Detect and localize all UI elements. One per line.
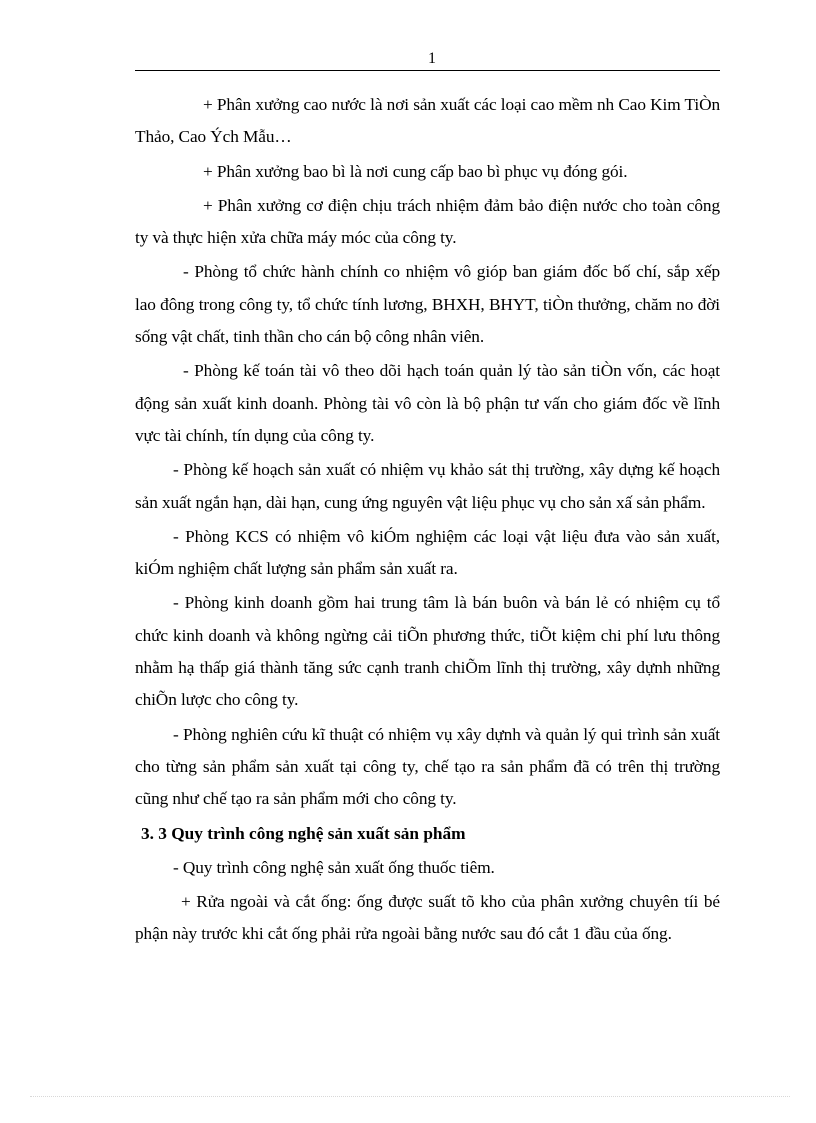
paragraph-business-department: - Phòng kinh doanh gồm hai trung tâm là bán buôn và bán lẻ có nhiệm cụ tổ chức kinh doanh và không ngừng cải tiÕn phương thức, tiÕt kiệm chi phí lưu thông nhằm hạ thấp giá thành tăng sức cạnh tranh chiÕm lĩnh thị trường, xây dựnh những chiÕn lược cho công ty. (135, 593, 720, 710)
paragraph-research-department: - Phòng nghiên cứu kĩ thuật có nhiệm vụ xây dựnh và quản lý qui trình sản xuất cho từng sản phẩm sản xuất tại công ty, chế tạo ra sản phẩm đã có trên thị trường cũng như chế tạo ra sản phẩm mới cho công ty. (135, 724, 720, 809)
paragraph-admin-department: - Phòng tổ chức hành chính co nhiệm vô gióp ban giám đốc bố chí, sắp xếp lao đông trong công ty, tổ chức tính lương, BHXH, BHYT, tiÒn thưởng, chăm no đời sống vật chất, tinh thần cho cán bộ công nhân viên. (135, 262, 720, 347)
page-number: 1 (428, 50, 436, 67)
document-body (135, 89, 720, 953)
paragraph-process-intro: - Quy trình công nghệ sản xuất ống thuốc tiêm. (173, 857, 495, 877)
paragraph-workshop-electrical: + Phân xưởng cơ điện chịu trách nhiệm đảm bảo điện nước cho toàn công ty và thực hiện xửa chữa máy móc của công ty. (135, 195, 720, 248)
section-heading: 3. 3 Quy trình công nghệ sản xuất sản phẩm (141, 823, 466, 843)
paragraph-workshop-packaging: + Phân xưởng bao bì là nơi cung cấp bao bì phục vụ đóng gói. (203, 161, 628, 181)
paragraph-kcs-department: - Phòng KCS có nhiệm vô kiÓm nghiệm các loại vật liệu đưa vào sản xuất, kiÓm nghiệm chất lượng sản phẩm sản xuất ra. (135, 526, 720, 579)
header-rule (135, 70, 720, 71)
paragraph-accounting-department: - Phòng kế toán tài vô theo dõi hạch toán quản lý tào sản tiÒn vốn, các hoạt động sản xuất kinh doanh. Phòng tài vô còn là bộ phận tư vấn cho giám đốc về lĩnh vực tài chính, tín dụng của công ty. (135, 361, 720, 445)
paragraph-workshop-extract: + Phân xưởng cao nước là nơi sản xuất các loại cao mềm nh Cao Kim TiÒn Thảo, Cao Ých Mẫu… (135, 95, 720, 147)
footer-rule (30, 1096, 790, 1097)
paragraph-process-step-wash-cut: + Rửa ngoài và cắt ống: ống được suất tõ kho của phân xưởng chuyên tíi bé phận này trước khi cắt ống phải rửa ngoài bằng nước sau đó cắt 1 đầu của ống. (135, 892, 720, 944)
paragraph-planning-department: - Phòng kế hoạch sản xuất có nhiệm vụ khảo sát thị trường, xây dựng kế hoạch sản xuất ngắn hạn, dài hạn, cung ứng nguyên vật liệu phục vụ cho sản xấ sản phẩm. (135, 460, 720, 512)
